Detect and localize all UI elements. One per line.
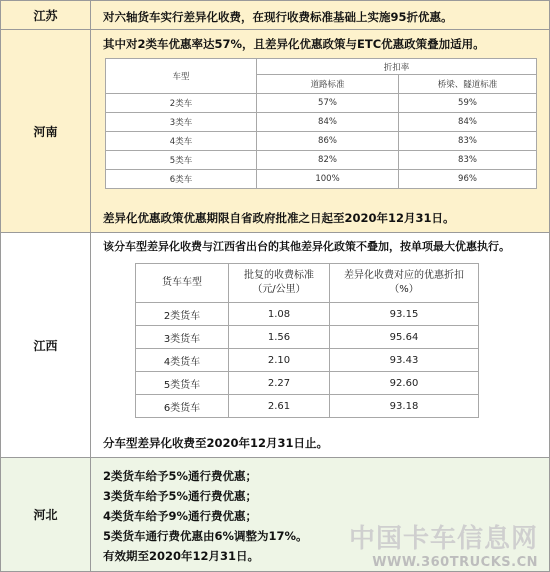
header-road: 道路标准 — [257, 75, 399, 94]
table-row — [106, 170, 537, 189]
header-disc-line1: 差异化收费对应的优惠折扣 — [344, 270, 464, 281]
cell-bridge: 59% — [399, 94, 537, 113]
table-row — [136, 349, 479, 372]
table-row — [106, 132, 537, 151]
cell-type: 6类货车 — [136, 395, 229, 418]
table-row — [136, 326, 479, 349]
cell-bridge: 83% — [399, 132, 537, 151]
header-rate — [229, 264, 330, 303]
province-cell: 江西 — [1, 233, 91, 457]
cell-disc: 92.60 — [330, 372, 479, 395]
policy-line: 5类货车通行费优惠由6%调整为17%。 — [103, 529, 308, 543]
policy-cell — [91, 30, 549, 232]
cell-bridge: 84% — [399, 113, 537, 132]
row-henan — [0, 30, 550, 233]
province-cell: 河南 — [1, 30, 91, 232]
header-type: 货车车型 — [136, 264, 229, 303]
cell-rate: 1.56 — [229, 326, 330, 349]
header-bridge: 桥梁、隧道标准 — [399, 75, 537, 94]
header-vehicle: 车型 — [106, 59, 257, 94]
row-jiangxi — [0, 233, 550, 458]
policy-cell — [91, 1, 549, 29]
cell-type: 5类车 — [106, 151, 257, 170]
cell-disc: 93.18 — [330, 395, 479, 418]
cell-road: 82% — [257, 151, 399, 170]
cell-type: 2类货车 — [136, 303, 229, 326]
table-row — [136, 395, 479, 418]
cell-type: 6类车 — [106, 170, 257, 189]
policy-cell — [91, 233, 549, 457]
cell-type: 4类货车 — [136, 349, 229, 372]
province-cell: 河北 — [1, 458, 91, 571]
cell-rate: 2.10 — [229, 349, 330, 372]
header-rate-line1: 批复的收费标准 — [244, 270, 314, 281]
rate-table — [135, 263, 479, 418]
cell-disc: 95.64 — [330, 326, 479, 349]
policy-line: 4类货车给予9%通行费优惠； — [103, 509, 258, 523]
header-rate-line2: （元/公里） — [252, 284, 306, 295]
policy-intro: 其中对2类车优惠率达57%，且差异化优惠政策与ETC优惠政策叠加适用。 — [103, 37, 485, 51]
cell-rate: 2.61 — [229, 395, 330, 418]
cell-bridge: 96% — [399, 170, 537, 189]
policy-text: 对六轴货车实行差异化收费，在现行收费标准基础上实施95折优惠。 — [103, 10, 453, 24]
discount-table — [105, 58, 537, 189]
table-row — [106, 94, 537, 113]
cell-type: 4类车 — [106, 132, 257, 151]
row-jiangsu — [0, 0, 550, 30]
cell-type: 2类车 — [106, 94, 257, 113]
policy-line: 2类货车给予5%通行费优惠； — [103, 469, 258, 483]
province-cell: 江苏 — [1, 1, 91, 29]
header-discount: 折扣率 — [257, 59, 537, 75]
table-row — [106, 113, 537, 132]
cell-rate: 1.08 — [229, 303, 330, 326]
header-disc-line2: （%） — [389, 284, 419, 295]
watermark — [349, 518, 538, 570]
cell-road: 100% — [257, 170, 399, 189]
table-row — [106, 151, 537, 170]
cell-type: 3类车 — [106, 113, 257, 132]
header-discount — [330, 264, 479, 303]
watermark-url: WWW.360TRUCKS.CN — [372, 555, 538, 570]
policy-footer: 分车型差异化收费至2020年12月31日止。 — [103, 436, 329, 450]
table-row — [136, 372, 479, 395]
policy-line: 有效期至2020年12月31日。 — [103, 549, 260, 563]
policy-footer: 差异化优惠政策优惠期限自省政府批准之日起至2020年12月31日。 — [103, 211, 455, 225]
cell-disc: 93.43 — [330, 349, 479, 372]
policy-line: 3类货车给予5%通行费优惠； — [103, 489, 258, 503]
cell-road: 84% — [257, 113, 399, 132]
cell-road: 57% — [257, 94, 399, 113]
cell-disc: 93.15 — [330, 303, 479, 326]
watermark-name: 中国卡车信息网 — [348, 524, 538, 554]
cell-type: 3类货车 — [136, 326, 229, 349]
cell-road: 86% — [257, 132, 399, 151]
cell-rate: 2.27 — [229, 372, 330, 395]
policy-intro: 该分车型差异化收费与江西省出台的其他差异化政策不叠加，按单项最大优惠执行。 — [103, 240, 510, 253]
cell-bridge: 83% — [399, 151, 537, 170]
cell-type: 5类货车 — [136, 372, 229, 395]
table-row — [136, 303, 479, 326]
